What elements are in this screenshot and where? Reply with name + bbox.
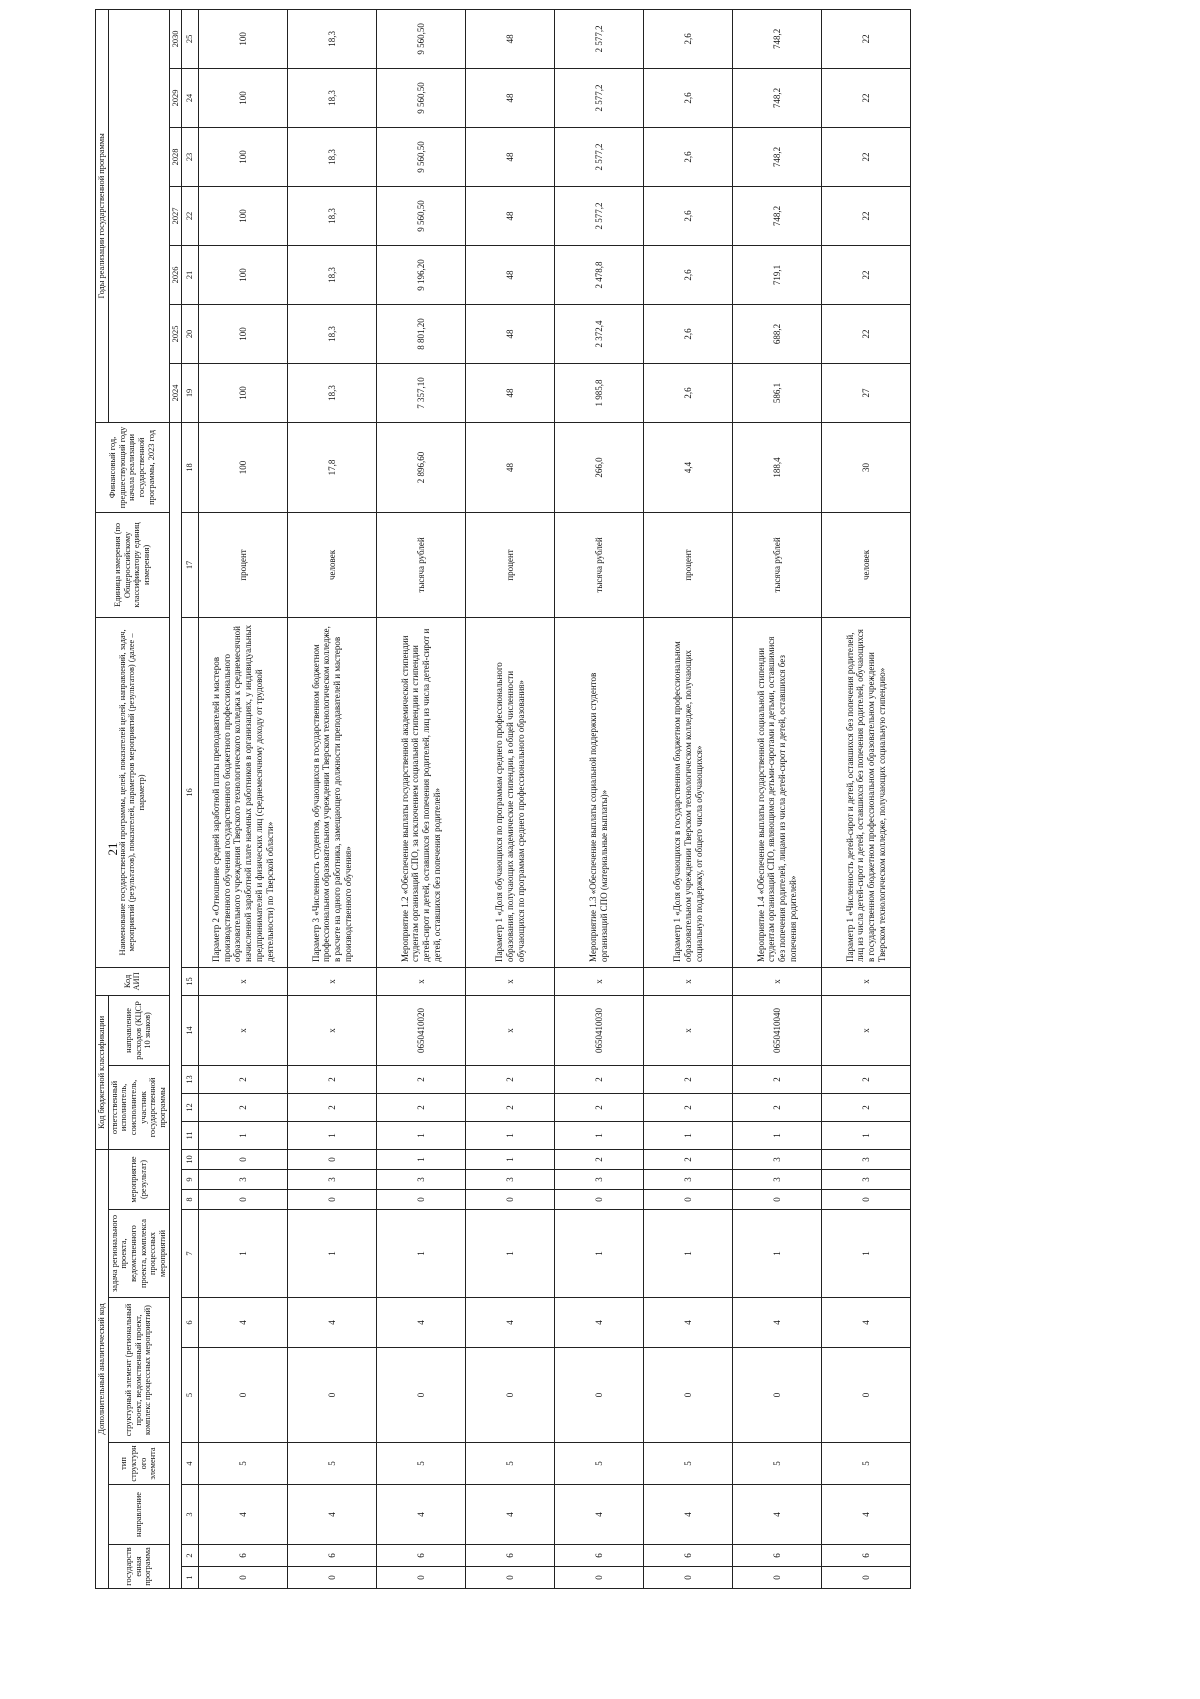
code-cell: х (199, 967, 288, 995)
column-number: 3 (182, 1485, 199, 1545)
code-cell: 2 (644, 1149, 733, 1169)
years-group-header: Годы реализации государственной программы (96, 9, 109, 422)
code-cell: 1 (555, 1210, 644, 1298)
unit-cell: тысяча рублей (555, 512, 644, 617)
code-cell: 0 (555, 1190, 644, 1210)
code-cell: 0 (555, 1567, 644, 1589)
code-cell: 4 (199, 1298, 288, 1348)
code-cell: 6 (555, 1545, 644, 1567)
year-value-cell: 100 (199, 127, 288, 186)
table-row (199, 9, 288, 1588)
code-cell: 3 (466, 1170, 555, 1190)
code-cell: 0 (199, 1567, 288, 1589)
code-cell: 6 (466, 1545, 555, 1567)
code-cell: 0 (377, 1348, 466, 1443)
code-cell: 6 (644, 1545, 733, 1567)
code-cell: 2 (288, 1065, 377, 1093)
code-cell: 4 (555, 1485, 644, 1545)
unit-cell: человек (288, 512, 377, 617)
code-cell: 0 (644, 1567, 733, 1589)
unit-cell: человек (822, 512, 911, 617)
column-number: 24 (182, 68, 199, 127)
year-value-cell: 48 (466, 68, 555, 127)
year-header: 2030 (169, 9, 182, 68)
column-number: 19 (182, 363, 199, 422)
code-cell: х (644, 967, 733, 995)
column-number: 20 (182, 304, 199, 363)
table-row (288, 9, 377, 1588)
code-cell: 0 (288, 1190, 377, 1210)
structure-type-header: тип структурного элемента (108, 1443, 169, 1485)
name-header: Наименование государственной программы, целей, показателей целей, направлений, задач, мероприятий (результатов), показателей, параметров мероприятий (результатов) (далее – параметр) (96, 617, 170, 967)
table-row (377, 9, 466, 1588)
year-value-cell: 2 577,2 (555, 9, 644, 68)
code-cell: 3 (555, 1170, 644, 1190)
code-cell: 3 (377, 1170, 466, 1190)
code-cell: 0 (644, 1348, 733, 1443)
code-cell: 2 (466, 1093, 555, 1121)
year-value-cell: 18,3 (288, 127, 377, 186)
unit-cell: тысяча рублей (733, 512, 822, 617)
year-value-cell: 100 (199, 363, 288, 422)
page-number: 21 (105, 842, 120, 856)
base-year-cell: 48 (466, 422, 555, 512)
code-cell: 4 (466, 1298, 555, 1348)
year-value-cell: 22 (822, 186, 911, 245)
code-cell: 3 (644, 1170, 733, 1190)
year-value-cell: 100 (199, 68, 288, 127)
expense-direction-header: направление расходов (КЦСР 10 знаков) (108, 995, 169, 1065)
code-cell: х (466, 995, 555, 1065)
name-cell: Мероприятие 1.2 «Обеспечение выплаты государственной академической стипендии студентам организаций СПО, за исключением социальной стипендии и стипендии детей-сирот и детей, оставшихся без попечения родителей, лиц из числа детей-сирот и детей, оставшихся без попечения родителей» (377, 617, 466, 967)
column-number: 25 (182, 9, 199, 68)
year-value-cell: 2,6 (644, 245, 733, 304)
column-number: 14 (182, 995, 199, 1065)
year-value-cell: 48 (466, 186, 555, 245)
code-cell: 1 (555, 1121, 644, 1149)
year-value-cell: 719,1 (733, 245, 822, 304)
code-cell: 4 (466, 1485, 555, 1545)
year-value-cell: 748,2 (733, 186, 822, 245)
year-value-cell: 7 357,10 (377, 363, 466, 422)
code-cell: 0 (377, 1190, 466, 1210)
code-cell: 6 (822, 1545, 911, 1567)
code-cell: 3 (733, 1149, 822, 1169)
year-value-cell: 748,2 (733, 68, 822, 127)
code-cell: 1 (644, 1210, 733, 1298)
code-cell: х (822, 995, 911, 1065)
base-year-cell: 188,4 (733, 422, 822, 512)
code-cell: 3 (822, 1149, 911, 1169)
code-cell: 2 (466, 1065, 555, 1093)
year-value-cell: 18,3 (288, 186, 377, 245)
code-cell: 4 (377, 1485, 466, 1545)
code-cell: 0 (288, 1567, 377, 1589)
code-cell: 2 (822, 1093, 911, 1121)
name-cell: Мероприятие 1.3 «Обеспечение выплаты социальной поддержки студентов организаций СПО (материальные выплаты)» (555, 617, 644, 967)
year-value-cell: 8 801,20 (377, 304, 466, 363)
table-row (466, 9, 555, 1588)
name-cell: Параметр 1 «Доля обучающихся по программам среднего профессионального образования, получающих академические стипендии, в общей численности обучающихся по программам среднего профессионального образования» (466, 617, 555, 967)
year-value-cell: 2,6 (644, 68, 733, 127)
column-number: 7 (182, 1210, 199, 1298)
code-cell: 1 (288, 1121, 377, 1149)
code-cell: 5 (199, 1443, 288, 1485)
column-number: 22 (182, 186, 199, 245)
code-cell: х (199, 995, 288, 1065)
unit-header: Единица измерения (по Общероссийскому классификатору единиц измерения) (96, 512, 170, 617)
code-cell: 5 (288, 1443, 377, 1485)
state-program-header: государственная программа (108, 1545, 169, 1589)
code-cell: 3 (822, 1170, 911, 1190)
name-cell: Мероприятие 1.4 «Обеспечение выплаты государственной социальной стипендии студентам организаций СПО, являющимся детьми-сиротами и детьми, оставшимися без попечения родителей, лицами из числа детей-сирот и детей, оставшихся без попечения родителей» (733, 617, 822, 967)
year-value-cell: 2,6 (644, 127, 733, 186)
code-cell: 4 (822, 1298, 911, 1348)
unit-cell: процент (644, 512, 733, 617)
year-value-cell: 18,3 (288, 245, 377, 304)
code-cell: 0 (822, 1190, 911, 1210)
column-number: 2 (182, 1545, 199, 1567)
year-value-cell: 48 (466, 363, 555, 422)
code-cell: 1 (644, 1121, 733, 1149)
table-row (555, 9, 644, 1588)
code-cell: 0650410030 (555, 995, 644, 1065)
base-year-cell: 100 (199, 422, 288, 512)
code-cell: 4 (822, 1485, 911, 1545)
code-cell: 6 (733, 1545, 822, 1567)
base-year-cell: 2 896,60 (377, 422, 466, 512)
code-cell: 1 (377, 1149, 466, 1169)
year-value-cell: 748,2 (733, 9, 822, 68)
code-cell: 0 (466, 1190, 555, 1210)
year-value-cell: 9 560,50 (377, 127, 466, 186)
code-cell: 2 (644, 1093, 733, 1121)
code-cell: 0650410040 (733, 995, 822, 1065)
column-number: 10 (182, 1149, 199, 1169)
year-value-cell: 586,1 (733, 363, 822, 422)
year-value-cell: 22 (822, 68, 911, 127)
year-value-cell: 48 (466, 127, 555, 186)
task-header: задача регионального проекта, ведомственного проекта, комплекса процессных мероприятий (108, 1210, 169, 1298)
year-value-cell: 100 (199, 245, 288, 304)
code-cell: х (555, 967, 644, 995)
year-value-cell: 1 985,8 (555, 363, 644, 422)
name-cell: Параметр 1 «Доля обучающихся в государственном бюджетном профессиональном образовательном учреждении Тверском технологическом колледже, получающих социальную поддержку, от общего числа обучающихся» (644, 617, 733, 967)
code-cell: 5 (644, 1443, 733, 1485)
column-number: 8 (182, 1190, 199, 1210)
code-cell: х (644, 995, 733, 1065)
structure-element-header: структурный элемент (региональный проект, ведомственный проект, комплекс процессных мероприятий) (108, 1298, 169, 1443)
unit-cell: процент (466, 512, 555, 617)
code-cell: 3 (288, 1170, 377, 1190)
table-row (822, 9, 911, 1588)
year-value-cell: 100 (199, 9, 288, 68)
budget-code-header: Код бюджетной классификации (96, 995, 109, 1149)
code-cell: 2 (555, 1065, 644, 1093)
year-value-cell: 27 (822, 363, 911, 422)
code-cell: х (466, 967, 555, 995)
code-cell: 1 (288, 1210, 377, 1298)
executor-header: ответственный исполнитель, соисполнитель, участник государственной программы (108, 1065, 169, 1149)
year-value-cell: 18,3 (288, 363, 377, 422)
column-number: 18 (182, 422, 199, 512)
code-cell: 3 (733, 1170, 822, 1190)
year-value-cell: 22 (822, 9, 911, 68)
code-cell: 0 (733, 1567, 822, 1589)
year-value-cell: 9 560,50 (377, 186, 466, 245)
name-cell: Параметр 2 «Отношение средней заработной платы преподавателей и мастеров производственного обучения государственного бюджетного профессионального образовательного учреждения Тверского технологического колледжа к среднемесячной начисленной заработной плате наемных работников в организациях, у индивидуальных предпринимателей и физических лиц (среднемесячному доходу от трудовой деятельности) по Тверской области» (199, 617, 288, 967)
code-cell: 0 (288, 1149, 377, 1169)
year-header: 2024 (169, 363, 182, 422)
column-number: 9 (182, 1170, 199, 1190)
code-cell: 1 (199, 1121, 288, 1149)
year-value-cell: 688,2 (733, 304, 822, 363)
table-row (644, 9, 733, 1588)
code-cell: 1 (733, 1210, 822, 1298)
code-cell: 6 (288, 1545, 377, 1567)
year-header: 2029 (169, 68, 182, 127)
year-value-cell: 18,3 (288, 68, 377, 127)
code-cell: 6 (199, 1545, 288, 1567)
year-value-cell: 2,6 (644, 304, 733, 363)
code-cell: 1 (733, 1121, 822, 1149)
code-cell: 0 (466, 1567, 555, 1589)
code-cell: 5 (822, 1443, 911, 1485)
code-cell: 4 (555, 1298, 644, 1348)
code-cell: 3 (199, 1170, 288, 1190)
code-cell: 4 (644, 1485, 733, 1545)
code-cell: 0 (199, 1149, 288, 1169)
base-year-header: Финансовый год, предшествующий году начала реализации государственной программы, 2023 год (96, 422, 170, 512)
code-cell: 5 (377, 1443, 466, 1485)
code-cell: 1 (199, 1210, 288, 1298)
table-row (733, 9, 822, 1588)
code-cell: 0 (199, 1190, 288, 1210)
code-cell: 5 (466, 1443, 555, 1485)
code-cell: 5 (733, 1443, 822, 1485)
year-value-cell: 748,2 (733, 127, 822, 186)
base-year-cell: 30 (822, 422, 911, 512)
year-value-cell: 2,6 (644, 9, 733, 68)
column-number: 5 (182, 1348, 199, 1443)
table-body (199, 9, 911, 1588)
header-spacer (169, 422, 182, 1588)
code-cell: 0 (555, 1348, 644, 1443)
code-cell: 4 (377, 1298, 466, 1348)
year-value-cell: 9 560,50 (377, 9, 466, 68)
year-header: 2026 (169, 245, 182, 304)
program-table-sheet (95, 23, 1105, 1589)
column-number: 16 (182, 617, 199, 967)
code-cell: 2 (377, 1093, 466, 1121)
code-cell: 4 (644, 1298, 733, 1348)
name-cell: Параметр 1 «Численность детей-сирот и детей, оставшихся без попечения родителей, лиц из числа детей-сирот и детей, оставшихся без попечения родителей, обучающихся в государственном бюджетном профессиональном образовательном учреждении Тверском технологическом колледже, получающих социальную стипендию» (822, 617, 911, 967)
year-value-cell: 22 (822, 245, 911, 304)
base-year-cell: 266,0 (555, 422, 644, 512)
column-number: 1 (182, 1567, 199, 1589)
code-cell: 0 (733, 1190, 822, 1210)
code-cell: 4 (288, 1485, 377, 1545)
code-cell: 0 (822, 1348, 911, 1443)
code-cell: 0650410020 (377, 995, 466, 1065)
code-cell: х (822, 967, 911, 995)
column-number: 23 (182, 127, 199, 186)
code-cell: 0 (822, 1567, 911, 1589)
code-cell: 2 (555, 1149, 644, 1169)
year-header: 2027 (169, 186, 182, 245)
direction-header: направление (108, 1485, 169, 1545)
aip-code-header: Код АИП (96, 967, 170, 995)
year-value-cell: 9 560,50 (377, 68, 466, 127)
code-cell: х (288, 967, 377, 995)
code-cell: 4 (288, 1298, 377, 1348)
code-cell: 2 (288, 1093, 377, 1121)
code-cell: х (288, 995, 377, 1065)
year-value-cell: 100 (199, 304, 288, 363)
code-cell: 4 (733, 1485, 822, 1545)
code-cell: 1 (822, 1121, 911, 1149)
year-value-cell: 2 478,8 (555, 245, 644, 304)
code-cell: 2 (377, 1065, 466, 1093)
year-value-cell: 2 577,2 (555, 127, 644, 186)
year-value-cell: 48 (466, 9, 555, 68)
year-value-cell: 22 (822, 304, 911, 363)
unit-cell: процент (199, 512, 288, 617)
code-cell: 5 (555, 1443, 644, 1485)
code-cell: 2 (555, 1093, 644, 1121)
code-cell: 2 (822, 1065, 911, 1093)
base-year-cell: 17,8 (288, 422, 377, 512)
year-value-cell: 100 (199, 186, 288, 245)
program-table (95, 9, 911, 1589)
column-number: 12 (182, 1093, 199, 1121)
year-header: 2028 (169, 127, 182, 186)
base-year-cell: 4,4 (644, 422, 733, 512)
code-cell: 4 (733, 1298, 822, 1348)
years-spacer (108, 9, 169, 422)
code-cell: 0 (733, 1348, 822, 1443)
column-numbers-row (182, 9, 199, 1588)
column-number: 17 (182, 512, 199, 617)
code-cell: 1 (377, 1121, 466, 1149)
code-cell: 2 (199, 1093, 288, 1121)
name-cell: Параметр 3 «Численность студентов, обучающихся в государственном бюджетном профессиональном образовательном учреждении Тверском технологическом колледже, в расчете на одного работника, замещающего должности преподавателей и мастеров производственного обучения» (288, 617, 377, 967)
unit-cell: тысяча рублей (377, 512, 466, 617)
year-value-cell: 48 (466, 245, 555, 304)
year-value-cell: 18,3 (288, 9, 377, 68)
column-number: 13 (182, 1065, 199, 1093)
code-cell: 4 (199, 1485, 288, 1545)
year-value-cell: 2 577,2 (555, 68, 644, 127)
column-number: 11 (182, 1121, 199, 1149)
code-cell: 1 (466, 1149, 555, 1169)
code-cell: х (377, 967, 466, 995)
code-cell: 2 (199, 1065, 288, 1093)
year-value-cell: 22 (822, 127, 911, 186)
code-cell: 2 (733, 1093, 822, 1121)
year-value-cell: 2 372,4 (555, 304, 644, 363)
year-value-cell: 9 196,20 (377, 245, 466, 304)
code-cell: 0 (288, 1348, 377, 1443)
column-number: 21 (182, 245, 199, 304)
code-cell: 1 (822, 1210, 911, 1298)
code-cell: 6 (377, 1545, 466, 1567)
year-value-cell: 2 577,2 (555, 186, 644, 245)
code-cell: 0 (199, 1348, 288, 1443)
year-header: 2025 (169, 304, 182, 363)
column-number: 15 (182, 967, 199, 995)
code-cell: 2 (733, 1065, 822, 1093)
code-cell: 1 (466, 1121, 555, 1149)
code-cell: 0 (466, 1348, 555, 1443)
year-value-cell: 2,6 (644, 363, 733, 422)
year-value-cell: 18,3 (288, 304, 377, 363)
code-cell: 0 (377, 1567, 466, 1589)
code-cell: 0 (644, 1190, 733, 1210)
code-cell: 2 (644, 1065, 733, 1093)
column-number: 6 (182, 1298, 199, 1348)
code-cell: 1 (466, 1210, 555, 1298)
year-value-cell: 48 (466, 304, 555, 363)
column-number: 4 (182, 1443, 199, 1485)
analytic-code-header: Дополнительный аналитический код (96, 1149, 109, 1588)
code-cell: х (733, 967, 822, 995)
year-value-cell: 2,6 (644, 186, 733, 245)
activity-header: мероприятие (результат) (108, 1149, 169, 1209)
code-cell: 1 (377, 1210, 466, 1298)
